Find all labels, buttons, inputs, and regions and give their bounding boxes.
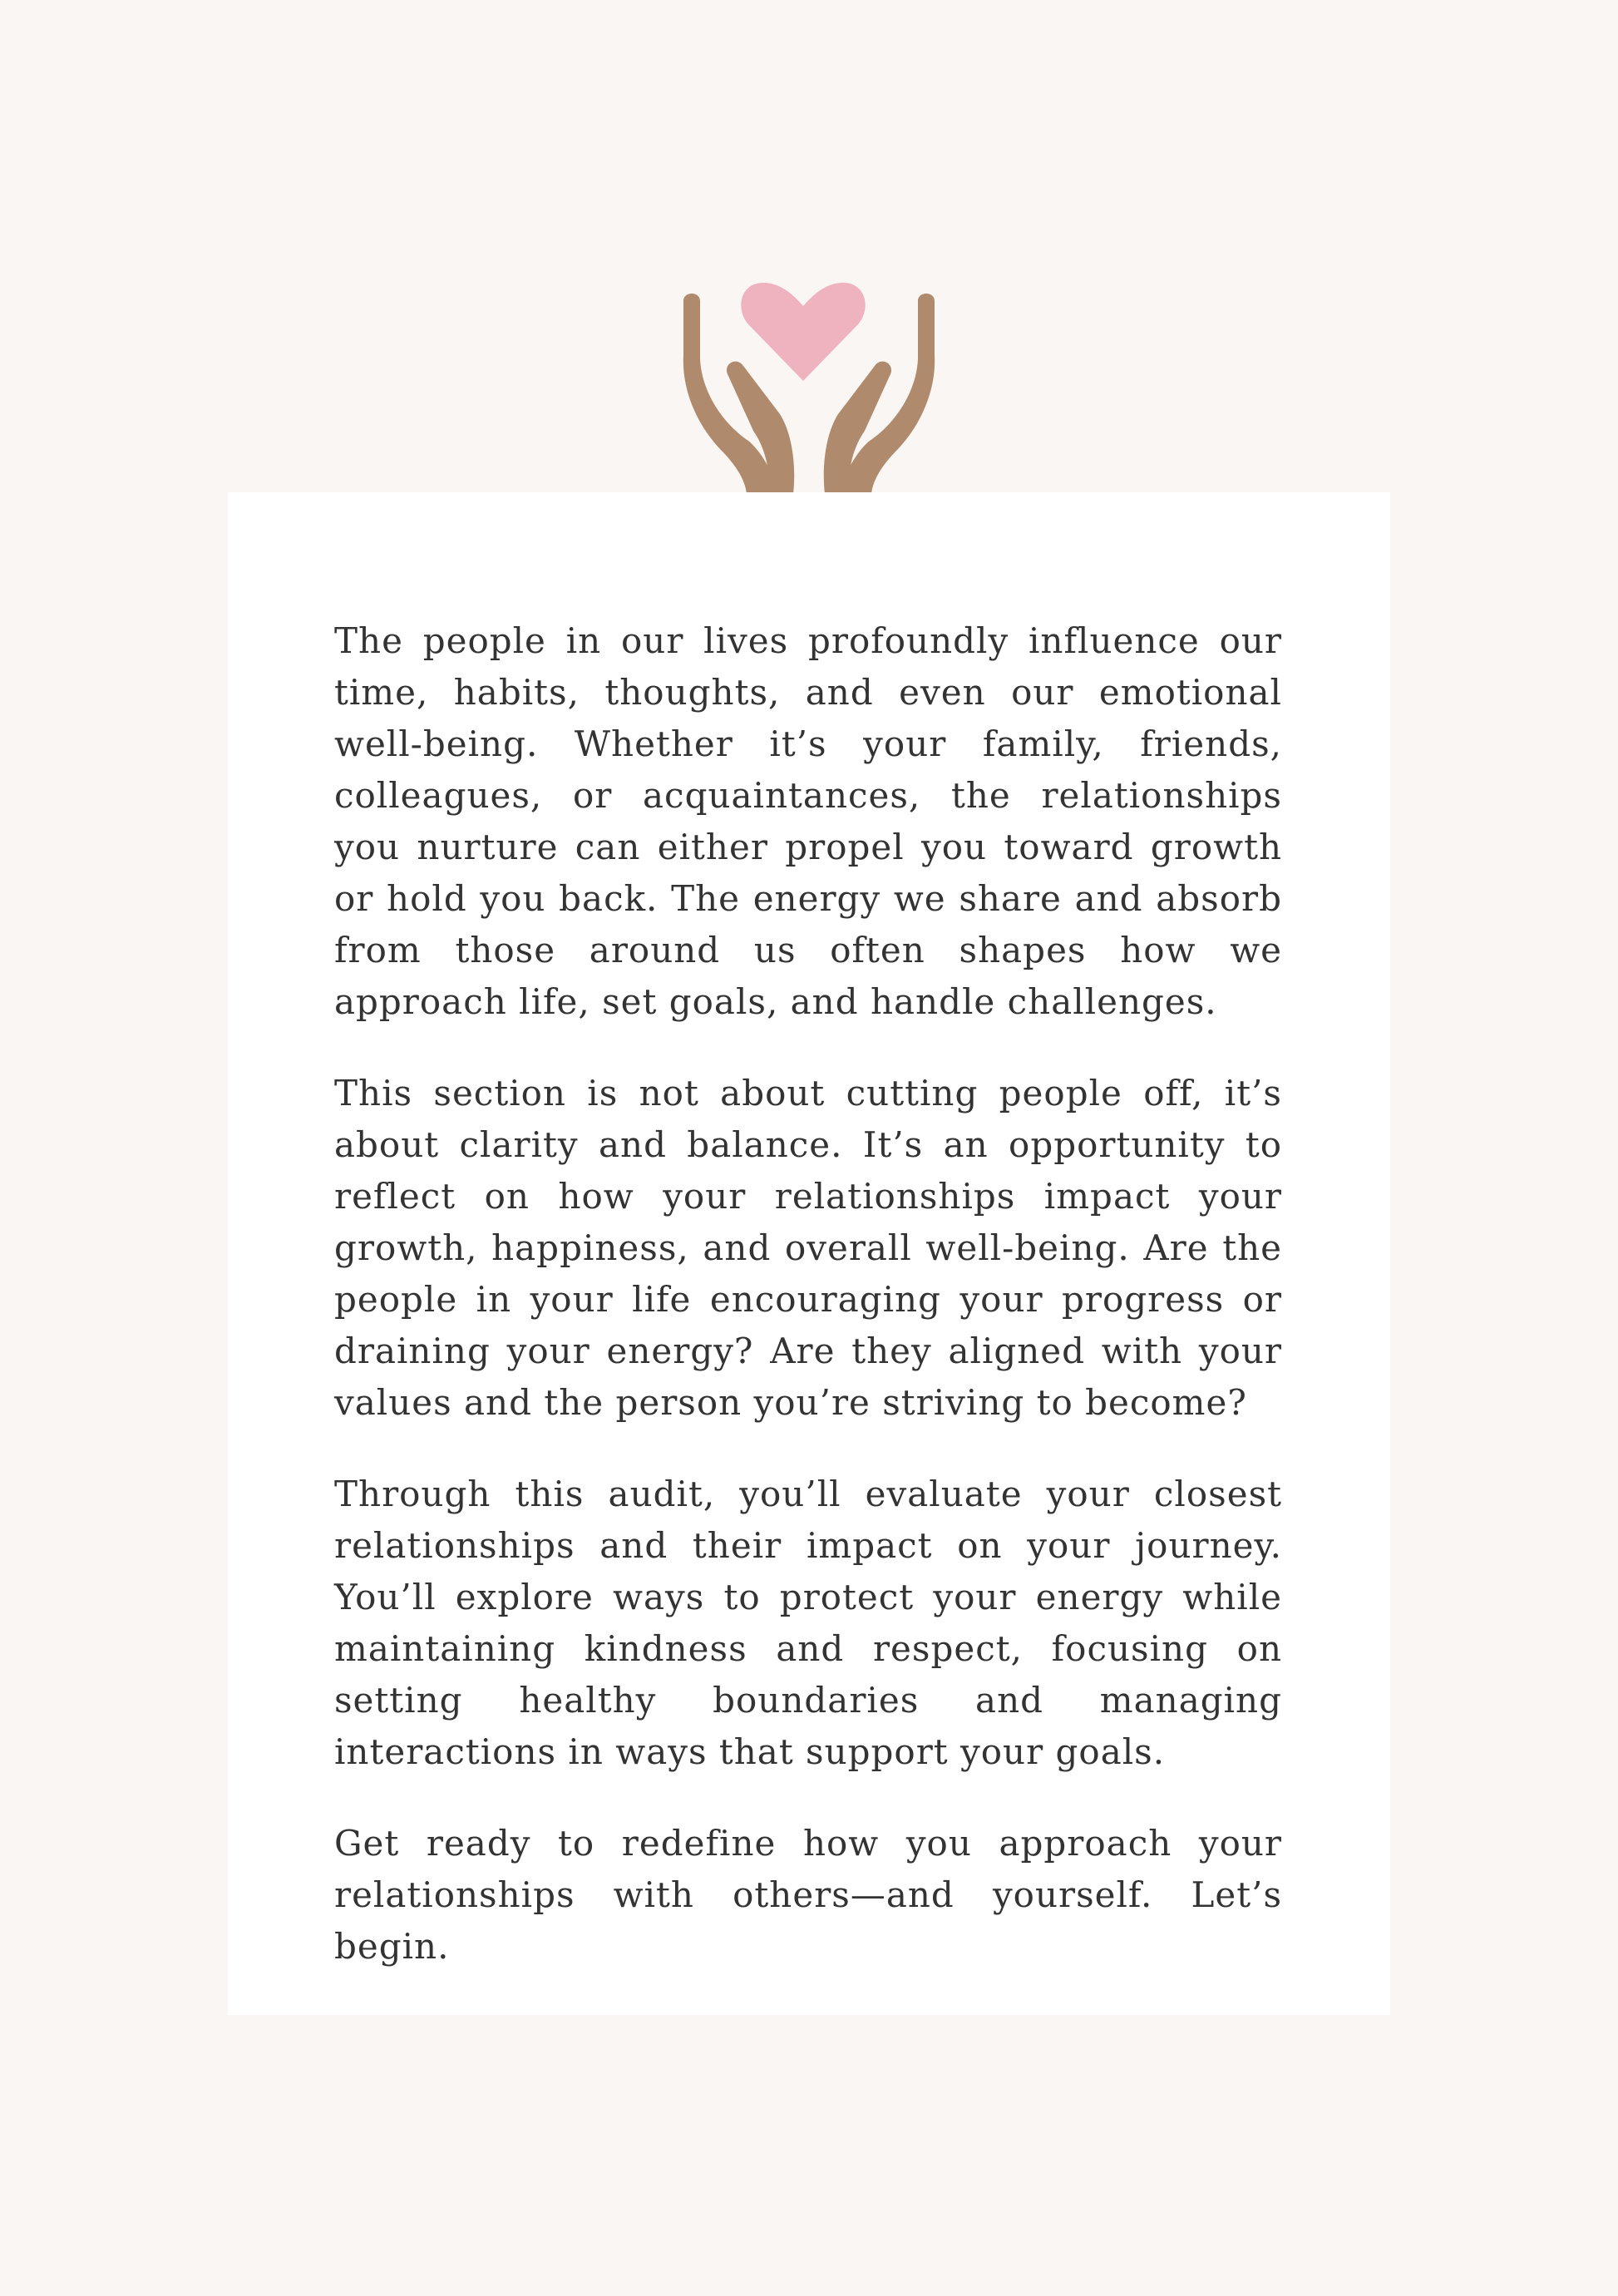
intro-text-block [334,615,1282,1973]
heart-icon [741,283,865,381]
intro-paragraph: The people in our lives profoundly influence our time, habits, thoughts, and even our emotional well-being. Whether it’s your family, friends, colleagues, or acquaintances, the relationships you nurture can either propel you toward growth or hold you back. The energy we share and absorb from those around us often shapes how we approach life, set goals, and handle challenges. [334,620,1282,1022]
intro-paragraph: Get ready to redefine how you approach your relationships with others—and yourself. Let’s begin. [334,1823,1282,1967]
content-card [228,492,1390,2015]
hands-holding-heart-icon [677,276,941,494]
intro-paragraph: This section is not about cutting people off, it’s about clarity and balance. It’s an opportunity to reflect on how your relationships impact your growth, happiness, and overall well-being. Are the people in your life encouraging your progress or draining your energy? Are they aligned with your values and the person you’re striving to become? [334,1073,1282,1423]
intro-paragraph: Through this audit, you’ll evaluate your closest relationships and their impact on your journey. You’ll explore ways to protect your energy while maintaining kindness and respect, focusing on setting healthy boundaries and managing interactions in ways that support your goals. [334,1474,1282,1772]
